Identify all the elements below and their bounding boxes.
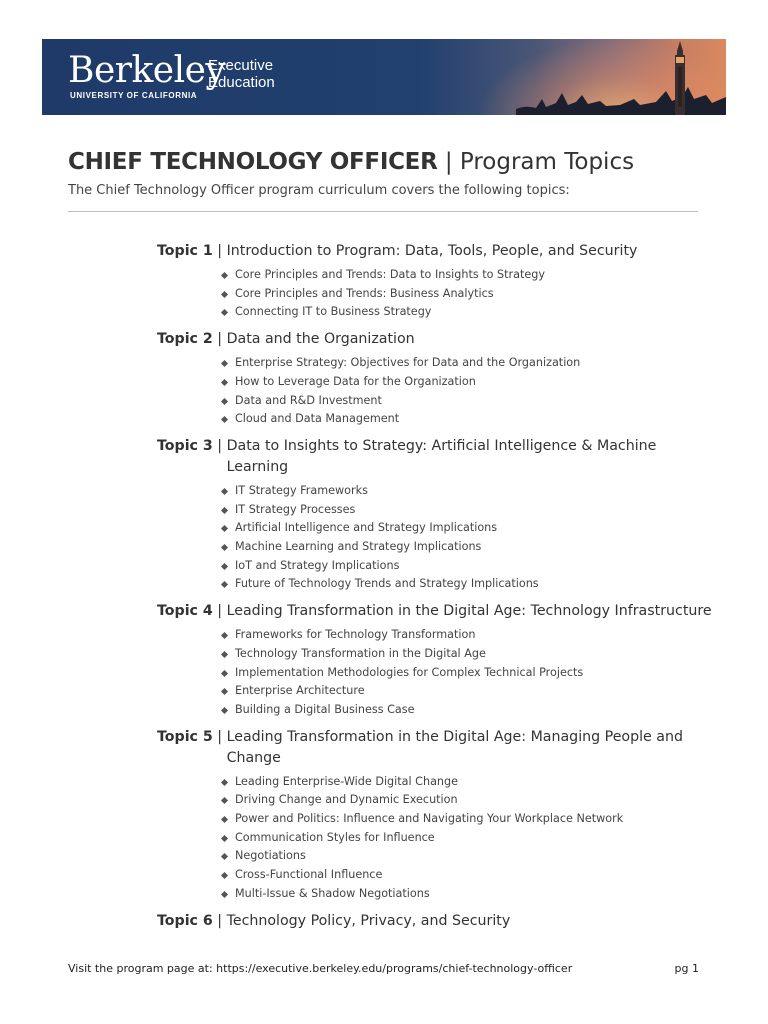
diamond-bullet-icon [221, 891, 228, 898]
subtopic-item [220, 664, 717, 683]
diamond-bullet-icon [221, 379, 228, 386]
topic-number: Topic 4 [157, 603, 213, 620]
subtopic-item [220, 866, 717, 885]
subtopic-text: Multi-Issue & Shadow Negotiations [235, 886, 430, 900]
subtopic-text: Negotiations [235, 849, 306, 863]
subtopic-text: Communication Styles for Influence [235, 830, 435, 844]
diamond-bullet-icon [221, 670, 228, 677]
diamond-bullet-icon [221, 360, 228, 367]
topic-heading [157, 436, 717, 478]
subtopic-item [220, 575, 717, 594]
subtopic-item [220, 373, 717, 392]
topic-separator: | [212, 603, 227, 620]
topic-heading [157, 241, 717, 262]
subtopic-text: Power and Politics: Influence and Navigating Your Workplace Network [235, 812, 624, 826]
subtopic-item [220, 392, 717, 411]
subtopic-text: IoT and Strategy Implications [235, 558, 400, 572]
topic-title: Leading Transformation in the Digital Age: Managing People and Change [226, 728, 683, 766]
topic-number: Topic 3 [157, 437, 213, 454]
subtopic-text: Cloud and Data Management [235, 412, 400, 426]
subtopic-text: Connecting IT to Business Strategy [235, 305, 432, 319]
topic-separator: | [212, 437, 227, 454]
topic-separator: | [212, 912, 227, 929]
subtopic-text: Machine Learning and Strategy Implications [235, 540, 482, 554]
diamond-bullet-icon [221, 688, 228, 695]
diamond-bullet-icon [221, 835, 228, 842]
subtopic-text: Enterprise Architecture [235, 684, 365, 698]
subtopic-text: Core Principles and Trends: Data to Insights to Strategy [235, 268, 545, 281]
topic-separator: | [212, 331, 227, 348]
topic-heading [157, 329, 717, 350]
topic-subtopics [157, 354, 717, 429]
subtopic-item [220, 791, 717, 810]
subtopic-item [220, 285, 717, 304]
topic-number: Topic 2 [157, 331, 213, 348]
header-banner [42, 39, 726, 115]
topic-separator: | [212, 243, 227, 259]
subtopic-item [220, 538, 717, 557]
subtopic-text: Data and R&D Investment [235, 393, 382, 407]
diamond-bullet-icon [221, 488, 228, 495]
topic-title: Data to Insights to Strategy: Artificial Intelligence & Machine Learning [226, 437, 657, 475]
diamond-bullet-icon [221, 651, 228, 658]
subtopic-item [220, 626, 717, 645]
topic-heading [157, 727, 717, 769]
topic-subtopics [157, 482, 717, 594]
subtopic-text: Frameworks for Technology Transformation [235, 628, 476, 642]
diamond-bullet-icon [221, 816, 228, 823]
subtopic-text: Building a Digital Business Case [235, 702, 415, 716]
topic-number: Topic 6 [157, 912, 213, 929]
footer-program-url[interactable]: Visit the program page at: https://executive.berkeley.edu/programs/chief-technology-officer [68, 962, 573, 975]
subtopic-item [220, 354, 717, 373]
tree-silhouette-icon [516, 75, 726, 115]
unit-name-line1: Executive [208, 57, 274, 74]
page-title [68, 149, 634, 175]
topic-subtopics [157, 773, 717, 904]
topic-number: Topic 5 [157, 728, 213, 745]
subtopic-text: Technology Transformation in the Digital Age [235, 646, 486, 660]
subtopic-item [220, 303, 717, 322]
subtopic-item [220, 701, 717, 720]
subtopic-item [220, 885, 717, 904]
subtopic-item [220, 519, 717, 538]
topic-separator: | [212, 728, 227, 745]
topic-heading [157, 911, 717, 932]
subtopic-item [220, 557, 717, 576]
subtopic-text: IT Strategy Processes [235, 502, 356, 516]
divider [68, 211, 698, 212]
subtopic-item [220, 682, 717, 701]
subtopic-item [220, 847, 717, 866]
subtopic-text: Leading Enterprise-Wide Digital Change [235, 774, 459, 788]
diamond-bullet-icon [221, 272, 228, 279]
berkeley-logo-wordmark: Berkeley [68, 50, 226, 91]
title-program: CHIEF TECHNOLOGY OFFICER [68, 149, 438, 175]
diamond-bullet-icon [221, 581, 228, 588]
diamond-bullet-icon [221, 291, 228, 298]
topic-number: Topic 1 [157, 243, 213, 259]
campanile-tower-icon [672, 41, 688, 115]
subtopic-text: How to Leverage Data for the Organization [235, 374, 476, 388]
unit-name [208, 57, 275, 91]
diamond-bullet-icon [221, 507, 228, 514]
unit-name-line2: Education [208, 74, 275, 91]
subtopic-text: Implementation Methodologies for Complex Technical Projects [235, 665, 584, 679]
subtopic-item [220, 773, 717, 792]
topic-title: Introduction to Program: Data, Tools, People, and Security [226, 243, 638, 259]
diamond-bullet-icon [221, 797, 228, 804]
subtopic-item [220, 645, 717, 664]
diamond-bullet-icon [221, 707, 228, 714]
subtopic-text: Core Principles and Trends: Business Analytics [235, 286, 494, 300]
subtopic-text: Enterprise Strategy: Objectives for Data and the Organization [235, 356, 581, 370]
subtopic-item [220, 501, 717, 520]
topics-list [157, 241, 717, 939]
subtopic-item [220, 266, 717, 285]
diamond-bullet-icon [221, 544, 228, 551]
subtopic-item [220, 810, 717, 829]
topic-title: Technology Policy, Privacy, and Security [226, 912, 511, 929]
intro-text: The Chief Technology Officer program curriculum covers the following topics: [68, 183, 570, 198]
diamond-bullet-icon [221, 525, 228, 532]
subtopic-item [220, 410, 717, 429]
topic-title: Data and the Organization [226, 331, 415, 348]
berkeley-logo-subtitle: UNIVERSITY OF CALIFORNIA [70, 91, 198, 100]
topic-subtopics [157, 626, 717, 720]
subtopic-text: Cross-Functional Influence [235, 868, 383, 882]
title-section: Program Topics [459, 149, 635, 175]
topic-heading [157, 601, 717, 622]
topic-subtopics [157, 266, 717, 322]
subtopic-text: IT Strategy Frameworks [235, 483, 368, 497]
diamond-bullet-icon [221, 632, 228, 639]
diamond-bullet-icon [221, 779, 228, 786]
diamond-bullet-icon [221, 563, 228, 570]
subtopic-item [220, 482, 717, 501]
diamond-bullet-icon [221, 397, 228, 404]
subtopic-text: Driving Change and Dynamic Execution [235, 793, 458, 807]
diamond-bullet-icon [221, 872, 228, 879]
subtopic-text: Future of Technology Trends and Strategy Implications [235, 577, 539, 591]
diamond-bullet-icon [221, 853, 228, 860]
page-number: pg 1 [674, 962, 699, 975]
diamond-bullet-icon [221, 309, 228, 316]
diamond-bullet-icon [221, 416, 228, 423]
subtopic-text: Artificial Intelligence and Strategy Implications [235, 521, 498, 535]
subtopic-item [220, 829, 717, 848]
title-separator: | [437, 149, 460, 175]
topic-title: Leading Transformation in the Digital Age: Technology Infrastructure [226, 603, 712, 620]
